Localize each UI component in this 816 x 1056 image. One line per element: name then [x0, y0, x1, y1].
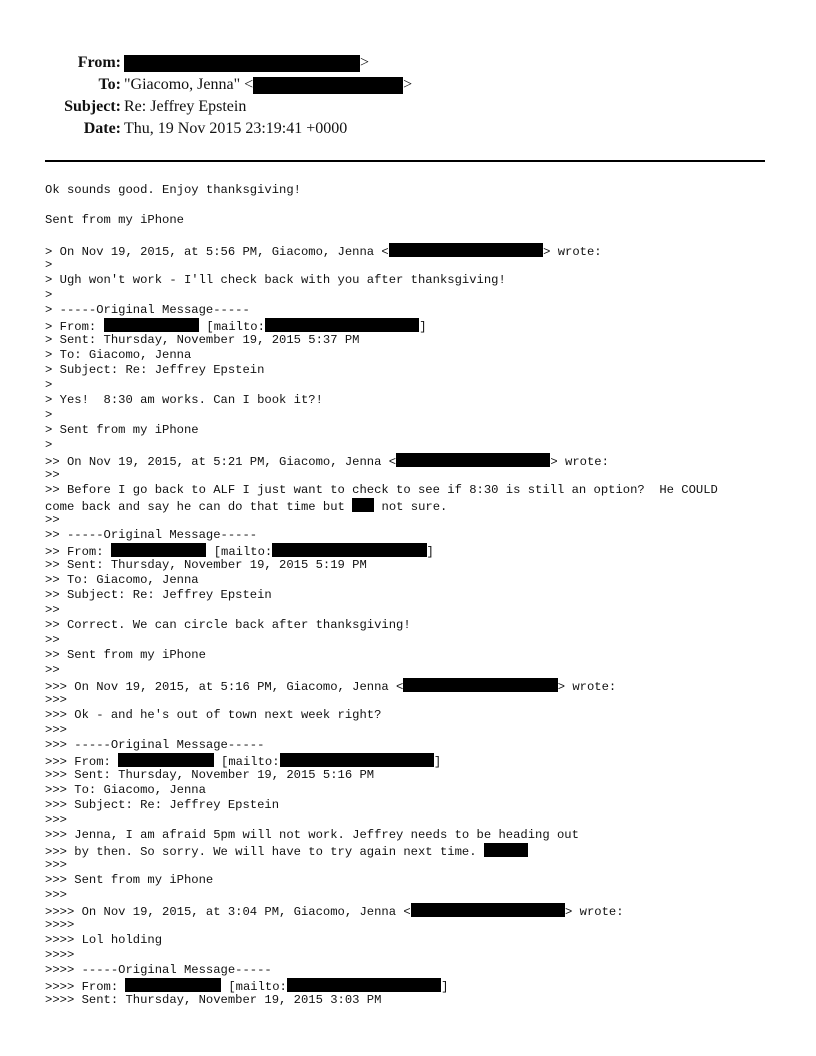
redaction-box — [265, 318, 419, 332]
body-line — [45, 333, 775, 348]
body-text: > From: — [45, 320, 104, 334]
body-line — [45, 543, 775, 558]
body-line — [45, 258, 775, 273]
body-line — [45, 288, 775, 303]
body-line — [45, 573, 775, 588]
body-text: >>> To: Giacomo, Jenna — [45, 783, 206, 797]
body-line — [45, 708, 775, 723]
body-text: ] — [433, 755, 442, 769]
body-line — [45, 828, 775, 843]
body-line — [45, 993, 775, 1008]
body-text: >>>> — [45, 948, 75, 962]
body-text: > On Nov 19, 2015, at 5:56 PM, Giacomo, Jenna < — [45, 245, 389, 259]
body-text: > wrote: — [565, 905, 624, 919]
redaction-box — [352, 498, 374, 512]
body-text: >> Subject: Re: Jeffrey Epstein — [45, 588, 272, 602]
body-line — [45, 723, 775, 738]
body-line — [45, 468, 775, 483]
redaction-box — [396, 453, 550, 467]
body-text: ] — [419, 320, 427, 334]
body-text: >>> — [45, 888, 67, 902]
body-text: >> — [45, 663, 60, 677]
body-line — [45, 813, 775, 828]
body-text: > — [45, 378, 53, 392]
body-text: >>> Ok - and he's out of town next week right? — [45, 708, 382, 722]
body-text: >> — [45, 603, 60, 617]
body-text: Sent from my iPhone — [45, 213, 184, 227]
body-line — [45, 303, 775, 318]
body-text: > Sent from my iPhone — [45, 423, 199, 437]
body-text: > — [45, 408, 53, 422]
body-line — [45, 588, 775, 603]
body-line — [45, 453, 775, 468]
subject-value: Re: Jeffrey Epstein — [124, 98, 247, 115]
body-line — [45, 858, 775, 873]
body-line — [45, 783, 775, 798]
body-text: > — [45, 258, 53, 272]
body-line — [45, 438, 775, 453]
body-text: >> To: Giacomo, Jenna — [45, 573, 199, 587]
body-line — [45, 528, 775, 543]
body-line — [45, 423, 775, 438]
redaction-box — [484, 843, 528, 857]
body-line — [45, 513, 775, 528]
redaction-box — [118, 753, 214, 767]
body-line — [45, 978, 775, 993]
body-line — [45, 678, 775, 693]
body-text: >> Sent from my iPhone — [45, 648, 206, 662]
body-text: >>> On Nov 19, 2015, at 5:16 PM, Giacomo, Jenna < — [45, 680, 404, 694]
body-line — [45, 768, 775, 783]
date-label: Date: — [83, 120, 121, 137]
body-text: >>> — [45, 693, 67, 707]
body-text: ] — [441, 980, 449, 994]
redaction-box — [403, 678, 557, 692]
redaction-box — [125, 978, 221, 992]
body-text: >>> From: — [45, 755, 119, 769]
body-text: >>> -----Original Message----- — [45, 738, 265, 752]
body-text: > — [45, 288, 53, 302]
body-text: [mailto: — [199, 320, 265, 334]
body-line — [45, 378, 775, 393]
body-text: ] — [426, 545, 434, 559]
redaction-box — [389, 243, 543, 257]
body-text: >>> Subject: Re: Jeffrey Epstein — [45, 798, 280, 812]
body-text: >> From: — [45, 545, 111, 559]
body-line — [45, 363, 775, 378]
body-text: >>> Sent: Thursday, November 19, 2015 5:16 PM — [45, 768, 375, 782]
body-text: [mailto: — [221, 980, 287, 994]
body-line — [45, 228, 775, 243]
body-line — [45, 348, 775, 363]
header-divider — [45, 160, 765, 162]
body-text: >>> by then. So sorry. We will have to try again next time. — [45, 845, 484, 859]
email-body — [45, 183, 775, 1008]
to-label: To: — [98, 76, 121, 93]
body-text: >> Before I go back to ALF I just want to check to see if 8:30 is still an option? He COULD — [45, 483, 718, 497]
redaction-box — [287, 978, 441, 992]
body-text: >> -----Original Message----- — [45, 528, 258, 542]
body-text: > wrote: — [543, 245, 602, 259]
redaction-box — [272, 543, 426, 557]
body-text: > -----Original Message----- — [45, 303, 250, 317]
body-text: > Ugh won't work - I'll check back with you after thanksgiving! — [45, 273, 506, 287]
redaction-box — [411, 903, 565, 917]
body-text: >> — [45, 513, 60, 527]
body-text: >>>> On Nov 19, 2015, at 3:04 PM, Giacomo, Jenna < — [45, 905, 411, 919]
body-line — [45, 798, 775, 813]
body-line — [45, 753, 775, 768]
body-text: Ok sounds good. Enjoy thanksgiving! — [45, 183, 301, 197]
body-line — [45, 183, 775, 198]
body-text: > To: Giacomo, Jenna — [45, 348, 192, 362]
body-text: >>> Sent from my iPhone — [45, 873, 214, 887]
body-text: > Subject: Re: Jeffrey Epstein — [45, 363, 265, 377]
body-line — [45, 558, 775, 573]
body-text: >> — [45, 633, 60, 647]
to-value: "Giacomo, Jenna" < — [124, 76, 254, 93]
from-label: From: — [77, 54, 121, 71]
body-text: > — [45, 438, 53, 452]
body-text: > wrote: — [557, 680, 617, 694]
body-line — [45, 648, 775, 663]
body-text: > Yes! 8:30 am works. Can I book it?! — [45, 393, 323, 407]
body-text: >>>> Lol holding — [45, 933, 163, 947]
body-text: >>>> From: — [45, 980, 126, 994]
body-text: >> — [45, 468, 60, 482]
body-text: >>> — [45, 858, 67, 872]
body-line — [45, 273, 775, 288]
subject-label: Subject: — [64, 98, 121, 115]
body-line — [45, 198, 775, 213]
body-line — [45, 498, 775, 513]
body-text: >>>> — [45, 918, 75, 932]
body-line — [45, 243, 775, 258]
body-text: >>>> Sent: Thursday, November 19, 2015 3:03 PM — [45, 993, 382, 1007]
body-line — [45, 918, 775, 933]
redaction-box — [280, 753, 434, 767]
body-text: >>> — [45, 723, 67, 737]
body-text: [mailto: — [213, 755, 280, 769]
body-line — [45, 888, 775, 903]
body-line — [45, 663, 775, 678]
redaction-box — [104, 318, 200, 332]
body-text: >> Sent: Thursday, November 19, 2015 5:19 PM — [45, 558, 367, 572]
body-text: [mailto: — [206, 545, 273, 559]
body-text: not sure. — [374, 500, 448, 514]
body-line — [45, 933, 775, 948]
body-line — [45, 903, 775, 918]
body-line — [45, 483, 775, 498]
to-address-redaction — [253, 77, 403, 94]
body-line — [45, 843, 775, 858]
body-line — [45, 693, 775, 708]
from-address-redaction — [124, 55, 360, 72]
body-line — [45, 963, 775, 978]
body-line — [45, 603, 775, 618]
body-line — [45, 738, 775, 753]
body-line — [45, 948, 775, 963]
body-line — [45, 633, 775, 648]
redaction-box — [111, 543, 207, 557]
body-line — [45, 213, 775, 228]
date-value: Thu, 19 Nov 2015 23:19:41 +0000 — [124, 120, 348, 137]
body-line — [45, 618, 775, 633]
body-text: >>> Jenna, I am afraid 5pm will not work. Jeffrey needs to be heading out — [45, 828, 579, 842]
body-line — [45, 873, 775, 888]
body-text: come back and say he can do that time but — [45, 500, 353, 514]
body-text: >>>> -----Original Message----- — [45, 963, 272, 977]
body-line — [45, 393, 775, 408]
body-text: >>> — [45, 813, 67, 827]
body-line — [45, 318, 775, 333]
body-text: >> Correct. We can circle back after thanksgiving! — [45, 618, 411, 632]
body-text: > Sent: Thursday, November 19, 2015 5:37 PM — [45, 333, 360, 347]
body-text: >> On Nov 19, 2015, at 5:21 PM, Giacomo, Jenna < — [45, 455, 397, 469]
body-line — [45, 408, 775, 423]
body-text: > wrote: — [550, 455, 609, 469]
